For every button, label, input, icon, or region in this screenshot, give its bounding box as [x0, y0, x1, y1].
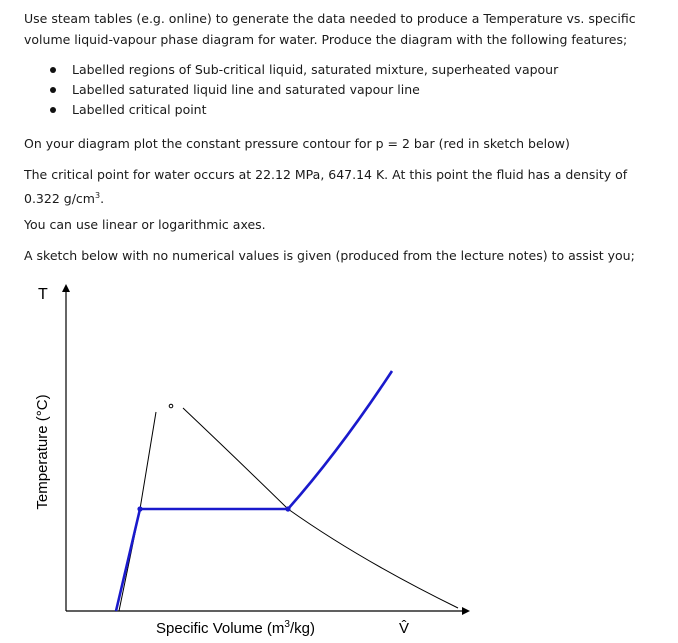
list-item	[50, 100, 558, 120]
feature-text: Labelled critical point	[72, 102, 207, 117]
intro-paragraph: Use steam tables (e.g. online) to generate the data needed to produce a Temperature vs. specific volume liquid-vapour phase diagram for water. Produce the diagram with the following features;	[24, 11, 636, 47]
y-axis-label: Temperature (°C)	[34, 394, 51, 510]
bullet-icon	[50, 67, 56, 73]
sketch-note: A sketch below with no numerical values is given (produced from the lecture notes) to assist you;	[24, 248, 635, 263]
feature-list	[50, 60, 558, 120]
constant-pressure-contour	[116, 371, 392, 611]
contour-point-vapour	[285, 506, 290, 511]
density-value: 0.322 g/cm	[24, 191, 95, 207]
feature-text: Labelled saturated liquid line and saturated vapour line	[72, 82, 420, 97]
critical-point-marker	[169, 404, 173, 408]
density-exponent: 3	[94, 191, 101, 200]
density-end: .	[100, 191, 105, 207]
axes-note: You can use linear or logarithmic axes.	[24, 217, 266, 232]
phase-diagram-sketch	[0, 280, 678, 643]
saturated-liquid-line	[119, 412, 156, 611]
list-item	[50, 60, 558, 80]
bullet-icon	[50, 107, 56, 113]
y-axis-symbol: T	[38, 286, 48, 303]
critical-point-text: The critical point for water occurs at 22.12 MPa, 647.14 K. At this point the fluid has a density of	[24, 167, 628, 182]
x-axis-label: Specific Volume $(m^3/kg)$	[156, 619, 315, 637]
critical-point-paragraph	[24, 164, 664, 209]
feature-text: Labelled regions of Sub-critical liquid, saturated mixture, superheated vapour	[72, 62, 559, 77]
list-item	[50, 80, 558, 100]
contour-point-liquid	[137, 506, 142, 511]
bullet-icon	[50, 87, 56, 93]
contour-instruction: On your diagram plot the constant pressure contour for p = 2 bar (red in sketch below)	[24, 136, 570, 151]
x-axis-symbol: V̂	[399, 620, 410, 637]
